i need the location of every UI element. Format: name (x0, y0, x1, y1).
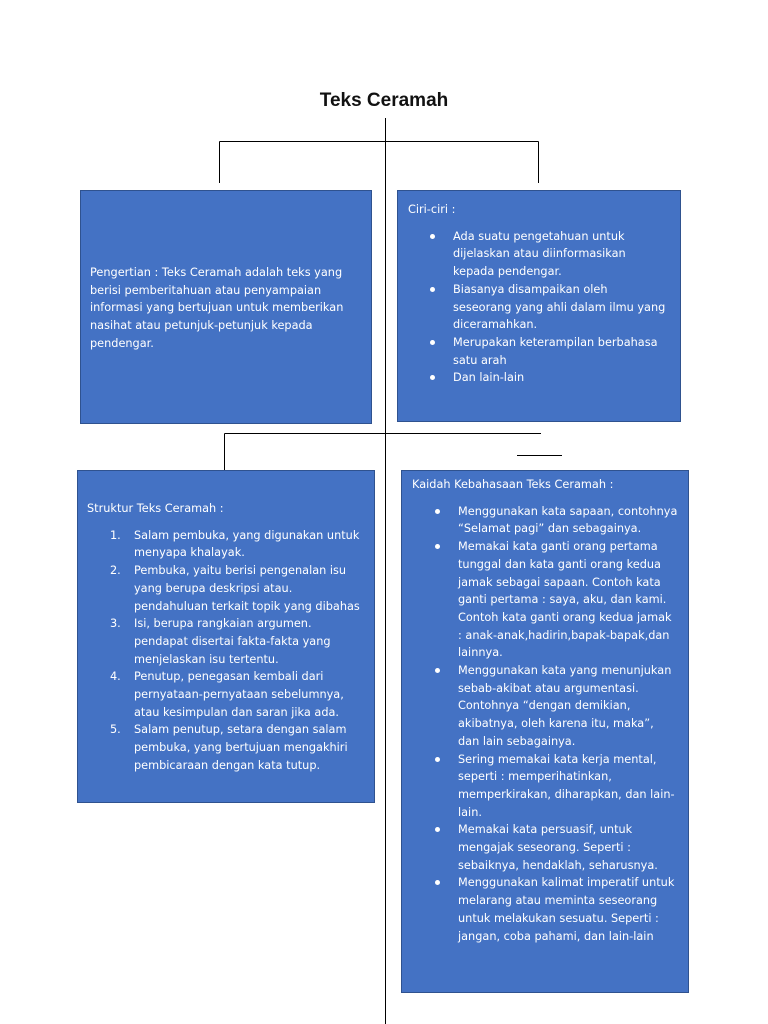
struktur-item-number: 4. (110, 670, 121, 684)
diagram-title: Teks Ceramah (319, 90, 449, 111)
struktur-item (110, 615, 366, 668)
ciri-item (453, 281, 668, 334)
kaidah-item-text: Menggunakan kata sapaan, contohnya “Selamat pagi” dan sebagainya. (458, 504, 678, 536)
struktur-item-text: Pembuka, yaitu berisi pengenalan isu yang berupa deskripsi atau. pendahuluan terkait topik yang dibahas (134, 564, 360, 613)
kaidah-item (458, 751, 678, 822)
struktur-item-number: 3. (110, 617, 121, 631)
ciri-item (453, 369, 668, 387)
ciri-list (408, 228, 668, 387)
kaidah-box (401, 470, 689, 993)
kaidah-item (458, 874, 678, 945)
kaidah-item-text: Memakai kata ganti orang pertama tunggal dan kata ganti orang kedua jamak sebagai sapaan. Contoh kata ganti pertama : saya, aku, dan kami. Contoh kata ganti orang kedua jamak : anak-anak,hadirin,bapak-bapak,dan lainnya. (458, 540, 672, 660)
kaidah-item-text: Memakai kata persuasif, untuk mengajak seseorang. Seperti : sebaiknya, hendaklah, seharusnya. (458, 823, 658, 872)
struktur-item-text: Salam pembuka, yang digunakan untuk menyapa khalayak. (134, 528, 360, 560)
struktur-item-text: Penutup, penegasan kembali dari pernyataan-pernyataan sebelumnya, atau kesimpulan dan saran jika ada. (134, 670, 344, 719)
struktur-box (77, 470, 375, 803)
ciri-item-text: Dan lain-lain (453, 371, 525, 385)
kaidah-item (458, 538, 678, 662)
struktur-heading: Struktur Teks Ceramah : (87, 502, 224, 515)
struktur-list (87, 527, 366, 775)
kaidah-item-text: Menggunakan kata yang menunjukan sebab-akibat atau argumentasi. Contohnya “dengan demikian, akibatnya, oleh karena itu, maka”, dan lain sebagainya. (458, 664, 672, 748)
pengertian-text: Pengertian : Teks Ceramah adalah teks yang berisi pemberitahuan atau penyampaian informasi yang bertujuan untuk memberikan nasihat atau petunjuk-petunjuk kepada pendengar. (90, 266, 344, 350)
kaidah-item (458, 503, 678, 538)
struktur-item-text: Salam penutup, setara dengan salam pembuka, yang bertujuan mengakhiri pembicaraan dengan kata tutup. (134, 723, 348, 772)
kaidah-item-text: Sering memakai kata kerja mental, seperti : memperihatinkan, memperkirakan, diharapkan, dan lain-lain. (458, 752, 675, 819)
struktur-item (110, 562, 366, 615)
struktur-item-number: 1. (110, 528, 121, 542)
ciri-item-text: Ada suatu pengetahuan untuk dijelaskan atau diinformasikan kepada pendengar. (453, 229, 626, 279)
struktur-item-number: 2. (110, 564, 121, 578)
kaidah-list (412, 503, 678, 946)
struktur-item-text: Isi, berupa rangkaian argumen. pendapat disertai fakta-fakta yang menjelaskan isu tertentu. (134, 617, 331, 666)
ciri-box (397, 190, 681, 422)
kaidah-item (458, 662, 678, 751)
ciri-item (453, 228, 668, 281)
ciri-item-text: Merupakan keterampilan berbahasa satu arah (453, 335, 658, 367)
struktur-item (110, 668, 366, 721)
struktur-item-number: 5. (110, 723, 121, 737)
struktur-item (110, 721, 366, 774)
struktur-item (110, 527, 366, 562)
ciri-item-text: Biasanya disampaikan oleh seseorang yang ahli dalam ilmu yang diceramahkan. (453, 282, 666, 332)
ciri-item (453, 334, 668, 369)
kaidah-heading: Kaidah Kebahasaan Teks Ceramah : (412, 478, 614, 491)
ciri-heading: Ciri-ciri : (408, 203, 456, 216)
kaidah-item (458, 821, 678, 874)
kaidah-item-text: Menggunakan kalimat imperatif untuk melarang atau meminta seseorang untuk melakukan sesuatu. Seperti : jangan, coba pahami, dan lain-lain (458, 876, 675, 943)
pengertian-box (80, 190, 372, 424)
